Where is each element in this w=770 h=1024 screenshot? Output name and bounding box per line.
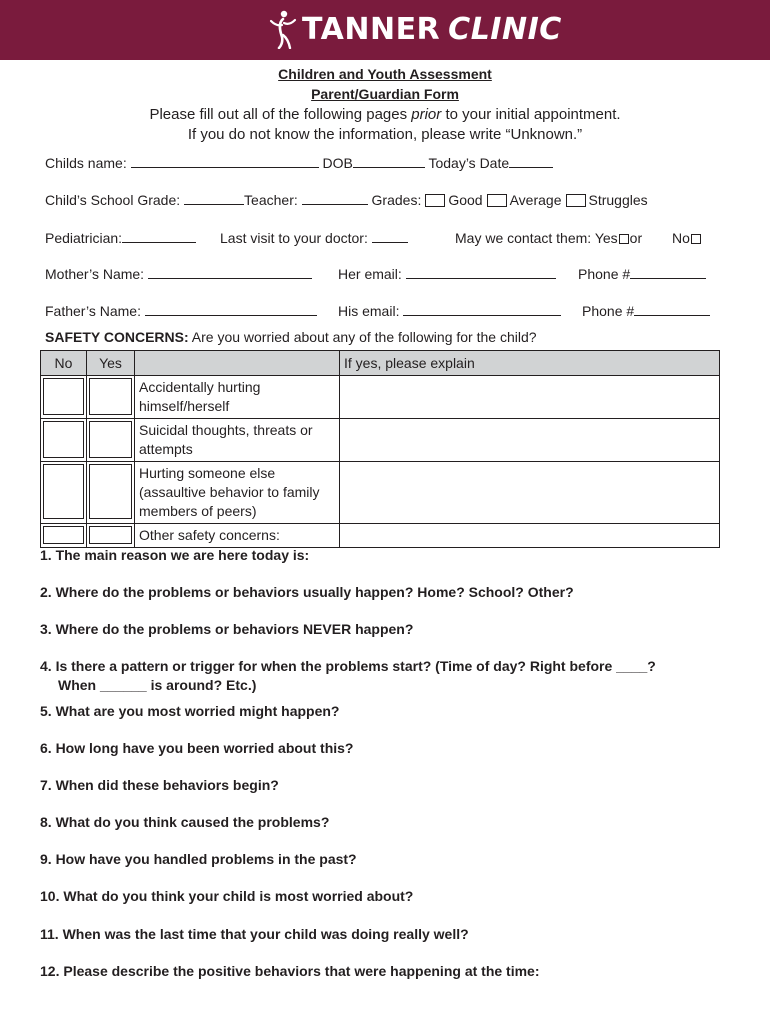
- contact-no-label: No: [672, 230, 690, 246]
- contact-yes-checkbox[interactable]: [619, 234, 629, 244]
- table-row: [41, 462, 720, 524]
- father-row: [45, 303, 317, 319]
- mother-phone-label: Phone #: [578, 266, 631, 282]
- table-row: [41, 376, 720, 419]
- brand-name: TANNER: [302, 11, 441, 47]
- instructions-line-1: Please fill out all of the following pages prior to your initial appointment.: [149, 106, 621, 123]
- col-concern-header: [135, 351, 340, 376]
- childs-name-field[interactable]: [131, 155, 319, 168]
- explain-field[interactable]: [340, 419, 720, 462]
- average-checkbox[interactable]: [487, 194, 507, 207]
- question-7: 7. When did these behaviors begin?: [40, 777, 279, 793]
- col-explain-header: If yes, please explain: [340, 351, 720, 376]
- todays-date-label: Today’s Date: [428, 155, 510, 171]
- form-subtitle: Parent/Guardian Form: [311, 86, 459, 102]
- question-5: 5. What are you most worried might happen?: [40, 703, 340, 719]
- concern-label: Other safety concerns:: [135, 524, 340, 548]
- childs-name-label: Childs name:: [45, 155, 127, 171]
- mother-phone-field[interactable]: [630, 266, 706, 279]
- may-contact-label: May we contact them:: [455, 230, 592, 246]
- explain-field[interactable]: [340, 524, 720, 548]
- col-yes-header: Yes: [87, 351, 135, 376]
- question-8: 8. What do you think caused the problems?: [40, 814, 330, 830]
- father-phone-field[interactable]: [634, 303, 710, 316]
- school-grade-label: Child’s School Grade:: [45, 192, 181, 208]
- struggles-checkbox[interactable]: [566, 194, 586, 207]
- question-10: 10. What do you think your child is most worried about?: [40, 888, 414, 904]
- safety-concerns-heading: SAFETY CONCERNS: Are you worried about any of the following for the child?: [45, 329, 537, 345]
- yes-checkbox[interactable]: [87, 462, 135, 524]
- clinic-header: [0, 0, 770, 60]
- explain-field[interactable]: [340, 376, 720, 419]
- mothers-name-field[interactable]: [148, 266, 312, 279]
- his-email-label: His email:: [338, 303, 400, 319]
- no-checkbox[interactable]: [41, 419, 87, 462]
- question-9: 9. How have you handled problems in the past?: [40, 851, 357, 867]
- mother-row: [45, 266, 312, 282]
- mother-email-row: [338, 266, 556, 282]
- last-visit-label: Last visit to your doctor:: [220, 230, 368, 246]
- teacher-field[interactable]: [302, 192, 368, 205]
- question-4: 4. Is there a pattern or trigger for when the problems start? (Time of day? Right before ____?: [40, 658, 656, 674]
- child-info-row: [45, 155, 553, 171]
- yes-checkbox[interactable]: [87, 524, 135, 548]
- fathers-name-field[interactable]: [145, 303, 317, 316]
- mothers-name-label: Mother’s Name:: [45, 266, 145, 282]
- pediatrician-field[interactable]: [122, 230, 196, 243]
- question-12: 12. Please describe the positive behaviors that were happening at the time:: [40, 963, 540, 979]
- form-title: Children and Youth Assessment: [278, 66, 492, 82]
- contact-no-checkbox[interactable]: [691, 234, 701, 244]
- concern-label: Suicidal thoughts, threats or attempts: [135, 419, 340, 462]
- no-checkbox[interactable]: [41, 376, 87, 419]
- her-email-field[interactable]: [406, 266, 556, 279]
- table-row: [41, 524, 720, 548]
- table-row: [41, 419, 720, 462]
- dob-field[interactable]: [353, 155, 425, 168]
- her-email-label: Her email:: [338, 266, 402, 282]
- fathers-name-label: Father’s Name:: [45, 303, 141, 319]
- question-3: 3. Where do the problems or behaviors NEVER happen?: [40, 621, 414, 637]
- contact-row: [455, 230, 702, 246]
- concern-label: Accidentally hurting himself/herself: [135, 376, 340, 419]
- father-phone-label: Phone #: [582, 303, 635, 319]
- question-2: 2. Where do the problems or behaviors usually happen? Home? School? Other?: [40, 584, 574, 600]
- pediatrician-row: [45, 230, 196, 246]
- explain-field[interactable]: [340, 462, 720, 524]
- concern-label: Hurting someone else (assaultive behavior to family members of peers): [135, 462, 340, 524]
- school-grade-field[interactable]: [184, 192, 244, 205]
- clinic-logo: [268, 8, 562, 50]
- dob-label: DOB: [322, 155, 353, 171]
- figure-logo-icon: [268, 9, 298, 49]
- contact-or-label: or: [629, 230, 643, 246]
- pediatrician-label: Pediatrician:: [45, 230, 123, 246]
- grades-label: Grades:: [371, 192, 422, 208]
- no-checkbox[interactable]: [41, 462, 87, 524]
- average-label: Average: [509, 192, 562, 208]
- col-no-header: No: [41, 351, 87, 376]
- question-6: 6. How long have you been worried about this?: [40, 740, 354, 756]
- father-phone-row: [582, 303, 710, 319]
- mother-phone-row: [578, 266, 706, 282]
- struggles-label: Struggles: [588, 192, 648, 208]
- school-row: [45, 192, 648, 208]
- last-visit-field[interactable]: [372, 230, 408, 243]
- yes-checkbox[interactable]: [87, 419, 135, 462]
- no-checkbox[interactable]: [41, 524, 87, 548]
- contact-yes-label: Yes: [594, 230, 618, 246]
- question-4-continued: When ______ is around? Etc.): [58, 677, 257, 693]
- his-email-field[interactable]: [403, 303, 561, 316]
- todays-date-field[interactable]: [509, 155, 553, 168]
- question-1: 1. The main reason we are here today is:: [40, 547, 310, 563]
- table-header-row: [41, 351, 720, 376]
- question-11: 11. When was the last time that your child was doing really well?: [40, 926, 469, 942]
- good-checkbox[interactable]: [425, 194, 445, 207]
- instructions-line-2: If you do not know the information, please write “Unknown.”: [187, 126, 583, 143]
- safety-concerns-table: [40, 350, 720, 548]
- father-email-row: [338, 303, 561, 319]
- teacher-label: Teacher:: [244, 192, 298, 208]
- good-label: Good: [448, 192, 483, 208]
- yes-checkbox[interactable]: [87, 376, 135, 419]
- brand-clinic: CLINIC: [448, 11, 562, 47]
- last-visit-row: [220, 230, 408, 246]
